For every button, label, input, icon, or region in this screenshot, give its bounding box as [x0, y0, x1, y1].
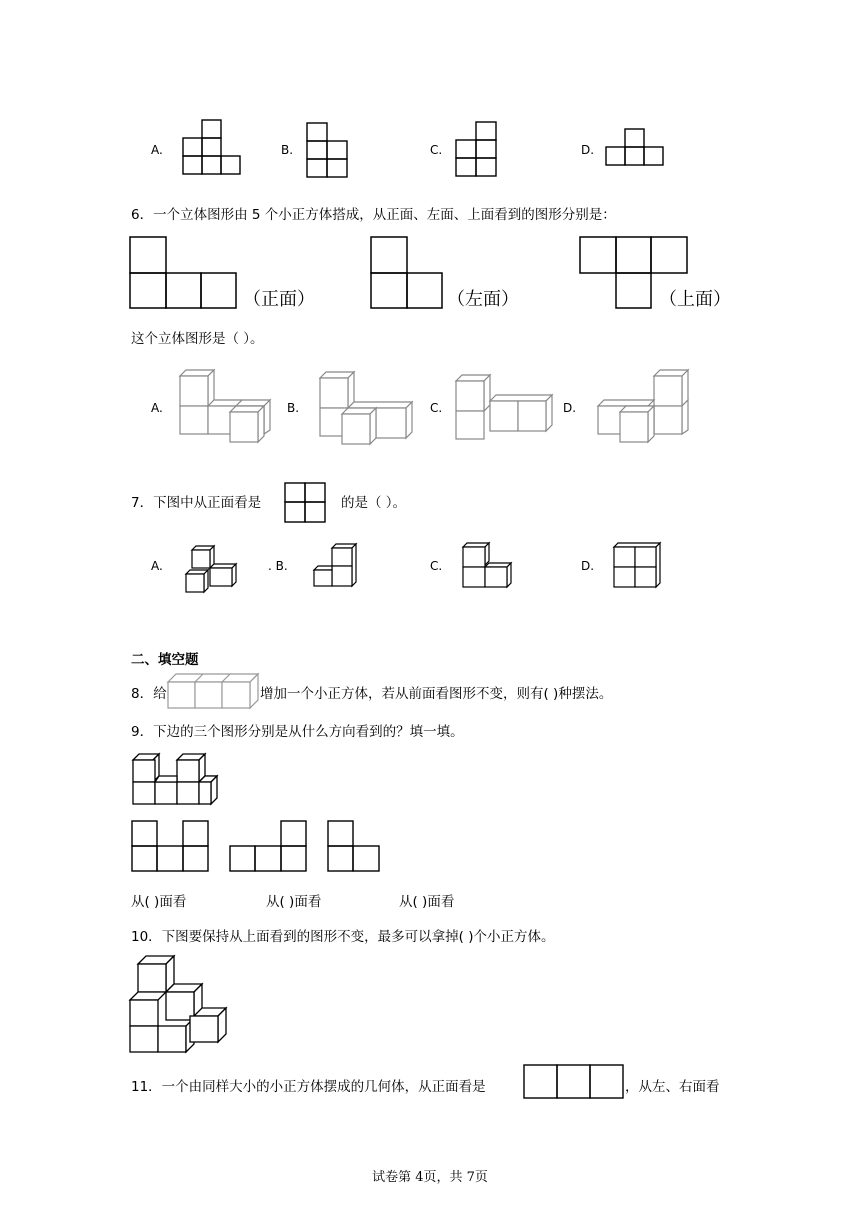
- q7-stem-after: 的是（ ）。: [341, 495, 407, 511]
- q8-row-of-cubes-figure: [166, 670, 262, 710]
- q7-option-c-label: C.: [430, 559, 443, 573]
- q5-option-b-figure: [306, 122, 350, 178]
- option-c-label: C.: [430, 143, 443, 157]
- q9-view-2: [229, 820, 309, 874]
- q9-view-1: [131, 820, 211, 874]
- q7-option-d-figure: [612, 541, 664, 591]
- q9-stem: 9．下边的三个图形分别是从什么方向看到的？填一填。: [131, 724, 464, 740]
- q6-option-a-figure: [178, 368, 274, 444]
- q9-blank-2[interactable]: 从( )面看: [266, 894, 322, 910]
- q6-option-a-label: A.: [151, 401, 163, 415]
- q6-option-b-label: B.: [287, 401, 300, 415]
- q6-option-d-label: D.: [563, 401, 577, 415]
- q6-left-view: [370, 236, 446, 310]
- q6-option-b-figure: [318, 370, 416, 448]
- q5-option-d-figure: [605, 128, 667, 168]
- q6-top-label: （上面）: [659, 289, 731, 310]
- q11-stem-before: 11．一个由同样大小的小正方体摆成的几何体，从正面看是: [131, 1079, 486, 1095]
- q6-front-label: （正面）: [243, 289, 315, 310]
- q11-stem-after: ，从左、右面看: [625, 1079, 720, 1095]
- q9-blank-1[interactable]: 从( )面看: [131, 894, 187, 910]
- q7-option-b-label: . B.: [268, 559, 288, 573]
- q9-blank-3[interactable]: 从( )面看: [399, 894, 455, 910]
- q11-front-view-figure: [523, 1064, 625, 1100]
- q7-option-a-figure: [184, 544, 240, 594]
- q6-stem: 6．一个立体图形由 5 个小正方体搭成，从正面、左面、上面看到的图形分别是：: [131, 207, 616, 223]
- option-a-label: A.: [151, 143, 163, 157]
- option-d-label: D.: [581, 143, 595, 157]
- q5-option-c-figure: [455, 121, 499, 177]
- q7-front-view-figure: [284, 482, 326, 524]
- q7-option-a-label: A.: [151, 559, 163, 573]
- section-title: 二、填空题: [131, 652, 199, 668]
- q6-option-c-figure: [454, 373, 554, 443]
- q8-stem-before: 8．给: [131, 686, 167, 702]
- q7-stem-before: 7．下图中从正面看是: [131, 495, 262, 511]
- q8-stem-after: 增加一个小正方体，若从前面看图形不变，则有( )种摆法。: [260, 686, 613, 702]
- q7-option-b-figure: [312, 542, 360, 590]
- q7-option-c-figure: [461, 541, 515, 591]
- q6-left-label: （左面）: [447, 289, 519, 310]
- q6-option-c-label: C.: [430, 401, 443, 415]
- q9-view-3: [327, 820, 383, 874]
- q6-option-d-figure: [596, 368, 692, 444]
- q6-front-view: [129, 236, 239, 310]
- q10-solid-figure: [128, 954, 230, 1056]
- option-b-label: B.: [281, 143, 294, 157]
- q5-option-a-figure: [182, 118, 242, 176]
- q7-option-d-label: D.: [581, 559, 595, 573]
- q9-solid-figure: [131, 752, 223, 808]
- q6-question: 这个立体图形是（ ）。: [131, 331, 264, 347]
- page-footer: 试卷第 4页，共 7页: [372, 1170, 488, 1185]
- q10-stem: 10．下图要保持从上面看到的图形不变，最多可以拿掉( )个小正方体。: [131, 929, 555, 945]
